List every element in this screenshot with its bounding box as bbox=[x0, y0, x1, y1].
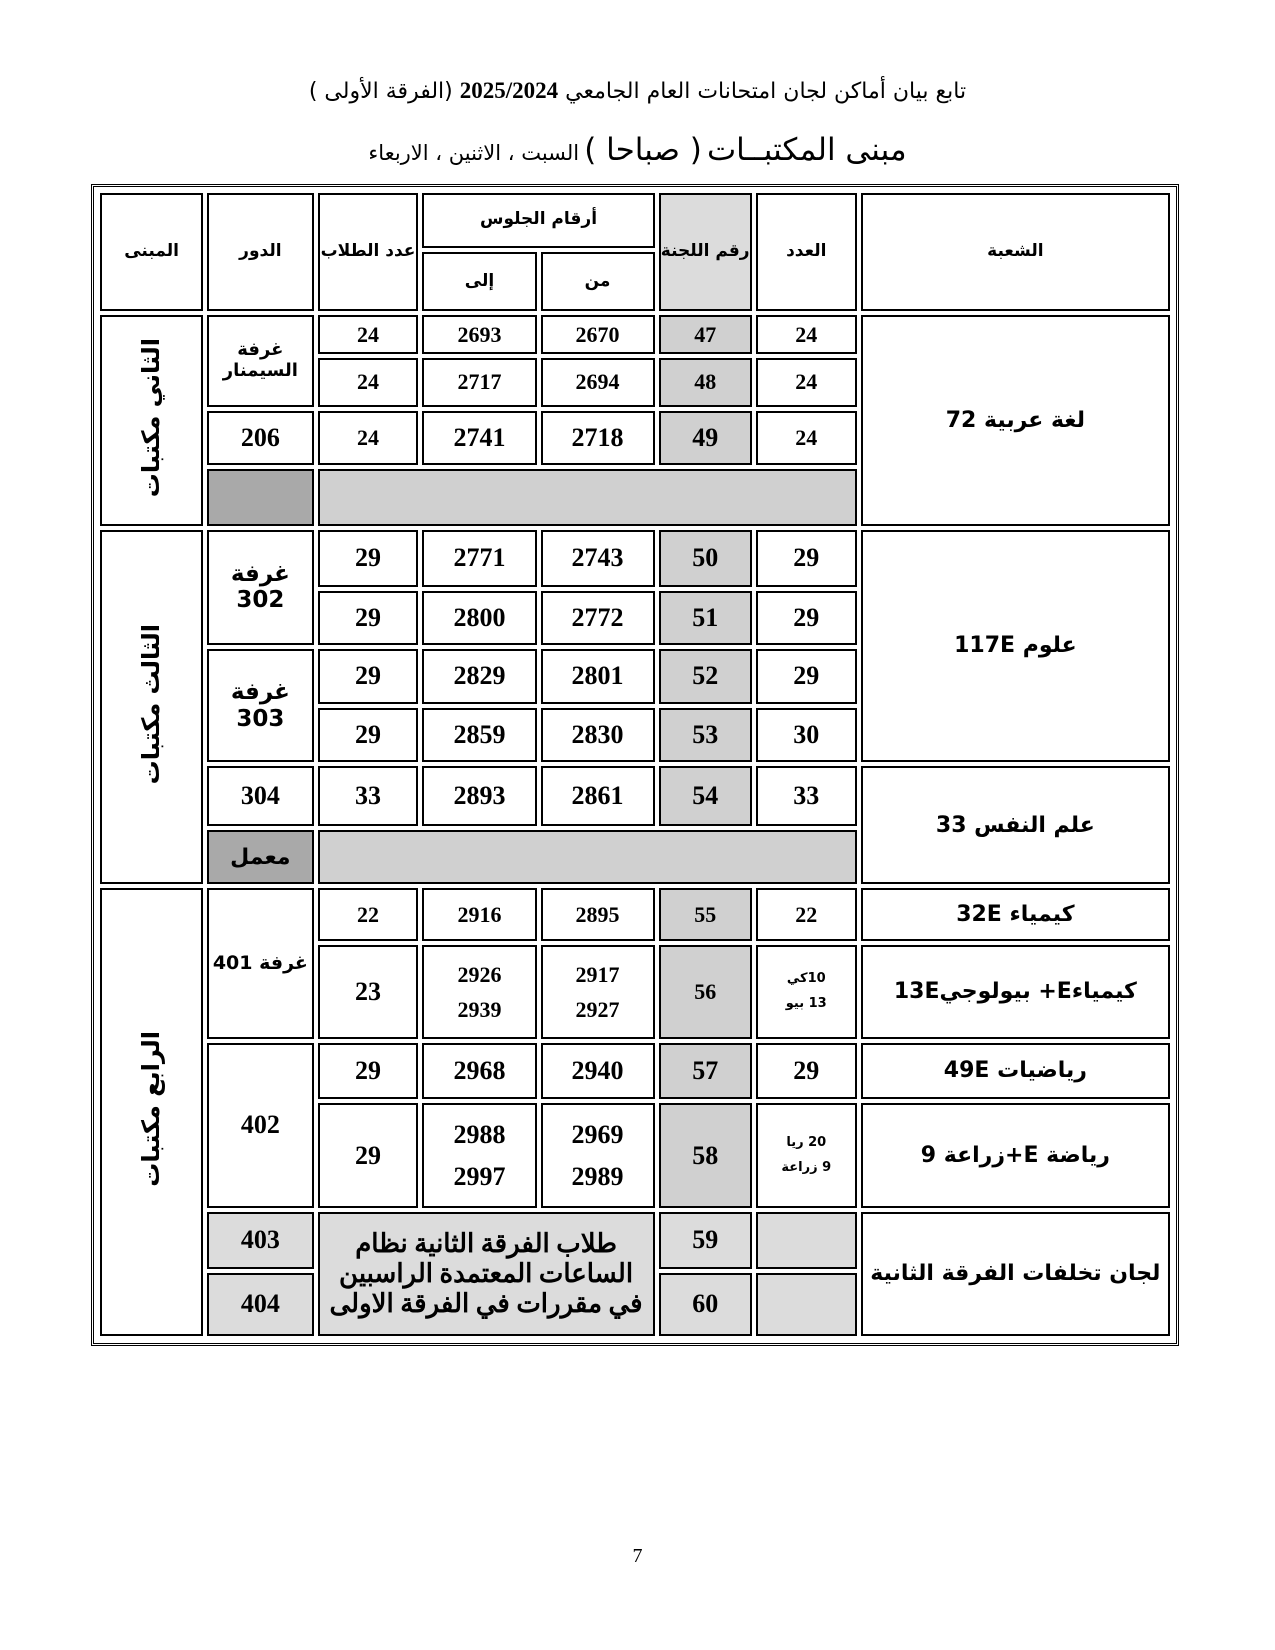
students-cell: 29 bbox=[318, 649, 419, 704]
division-math: رياضيات 49E bbox=[861, 1043, 1170, 1100]
table-row bbox=[100, 1212, 1170, 1269]
committee-cell: 59 bbox=[659, 1212, 752, 1269]
count-cell: 33 bbox=[756, 766, 857, 826]
seat-to-cell: 2893 bbox=[422, 766, 536, 826]
room-404: 404 bbox=[207, 1273, 313, 1336]
seat-from-cell: 2718 bbox=[541, 411, 655, 466]
empty-room-cell bbox=[207, 469, 313, 526]
seat-from-cell: 2969 2989 bbox=[541, 1103, 655, 1208]
students-cell: 29 bbox=[318, 708, 419, 763]
count-cell: 29 bbox=[756, 530, 857, 587]
students-cell: 24 bbox=[318, 411, 419, 466]
students-cell: 24 bbox=[318, 358, 419, 407]
count-cell: 22 bbox=[756, 888, 857, 940]
building-4-label: الرابع مكتبات bbox=[136, 1030, 165, 1187]
table-row bbox=[100, 530, 1170, 587]
committee-cell: 48 bbox=[659, 358, 752, 407]
building-name: مبنى المكتبــات bbox=[706, 132, 907, 168]
empty-gray-row bbox=[318, 469, 857, 526]
seat-to-cell: 2829 bbox=[422, 649, 536, 704]
seat-to-cell: 2800 bbox=[422, 591, 536, 646]
committees-table bbox=[96, 189, 1174, 1340]
students-cell: 29 bbox=[318, 530, 419, 587]
students-cell: 23 bbox=[318, 945, 419, 1039]
count-cell: 24 bbox=[756, 315, 857, 353]
committee-cell: 60 bbox=[659, 1273, 752, 1336]
document-subtitle bbox=[0, 132, 1275, 168]
exam-days: السبت ، الاثنين ، الاربعاء bbox=[368, 141, 580, 165]
room-401: غرفة 401 bbox=[207, 888, 313, 1038]
committee-cell: 53 bbox=[659, 708, 752, 763]
table-row bbox=[100, 888, 1170, 940]
count-cell: 29 bbox=[756, 591, 857, 646]
count-cell: 10كي 13 بيو bbox=[756, 945, 857, 1039]
room-lab: معمل bbox=[207, 830, 313, 885]
academic-year: 2025/2024 bbox=[459, 78, 559, 103]
seat-to-cell: 2916 bbox=[422, 888, 536, 940]
building-3-cell bbox=[100, 530, 203, 885]
students-cell: 29 bbox=[318, 1103, 419, 1208]
table-row bbox=[100, 1043, 1170, 1100]
empty-gray-row bbox=[318, 830, 857, 885]
building-4-cell bbox=[100, 888, 203, 1336]
students-cell: 29 bbox=[318, 591, 419, 646]
division-science: علوم 117E bbox=[861, 530, 1170, 762]
students-cell: 22 bbox=[318, 888, 419, 940]
room-304: 304 bbox=[207, 766, 313, 826]
seat-to-cell: 2693 bbox=[422, 315, 536, 353]
building-3-label: الثالث مكتبات bbox=[136, 623, 165, 784]
seat-from-cell: 2940 bbox=[541, 1043, 655, 1100]
seat-from-cell: 2801 bbox=[541, 649, 655, 704]
table-row bbox=[100, 315, 1170, 353]
header-seat-numbers: أرقام الجلوس bbox=[422, 193, 654, 248]
second-year-note: طلاب الفرقة الثانية نظام الساعات المعتمدة الراسبين في مقررات في الفرقة الاولى bbox=[318, 1212, 655, 1336]
header-committee-no: رقم اللجنة bbox=[659, 193, 752, 311]
room-302: غرفة 302 bbox=[207, 530, 313, 645]
committee-cell: 49 bbox=[659, 411, 752, 466]
building-2-label: الثاني مكتبات bbox=[136, 337, 165, 497]
header-students-count: عدد الطلاب bbox=[318, 193, 419, 311]
seat-to-cell: 2926 2939 bbox=[422, 945, 536, 1039]
count-cell-empty bbox=[756, 1212, 857, 1269]
room-206: 206 bbox=[207, 411, 313, 466]
count-cell: 24 bbox=[756, 358, 857, 407]
header-floor: الدور bbox=[207, 193, 313, 311]
count-cell: 29 bbox=[756, 649, 857, 704]
seat-to-cell: 2771 bbox=[422, 530, 536, 587]
seat-to-cell: 2717 bbox=[422, 358, 536, 407]
title-text: تابع بيان أماكن لجان امتحانات العام الجامعي bbox=[565, 79, 967, 104]
seat-from-cell: 2694 bbox=[541, 358, 655, 407]
room-303: غرفة 303 bbox=[207, 649, 313, 762]
count-cell: 30 bbox=[756, 708, 857, 763]
count-cell: 24 bbox=[756, 411, 857, 466]
year-group: (الفرقة الأولى ) bbox=[308, 79, 453, 104]
committee-cell: 57 bbox=[659, 1043, 752, 1100]
committee-cell: 47 bbox=[659, 315, 752, 353]
room-403: 403 bbox=[207, 1212, 313, 1269]
room-seminar: غرفة السيمنار bbox=[207, 315, 313, 406]
committee-cell: 56 bbox=[659, 945, 752, 1039]
seat-from-cell: 2861 bbox=[541, 766, 655, 826]
seat-to-cell: 2968 bbox=[422, 1043, 536, 1100]
seat-from-cell: 2830 bbox=[541, 708, 655, 763]
header-from: من bbox=[541, 252, 655, 312]
exam-period: ( صباحا ) bbox=[584, 132, 702, 168]
division-arabic: لغة عربية 72 bbox=[861, 315, 1170, 525]
committee-cell: 50 bbox=[659, 530, 752, 587]
division-chem-bio: كيمياءE+ بيولوجي13E bbox=[861, 945, 1170, 1039]
committee-cell: 54 bbox=[659, 766, 752, 826]
students-cell: 24 bbox=[318, 315, 419, 353]
table-row bbox=[100, 766, 1170, 826]
count-cell-empty bbox=[756, 1273, 857, 1336]
seat-from-cell: 2917 2927 bbox=[541, 945, 655, 1039]
seat-from-cell: 2772 bbox=[541, 591, 655, 646]
room-402: 402 bbox=[207, 1043, 313, 1208]
seat-to-cell: 2859 bbox=[422, 708, 536, 763]
committee-cell: 52 bbox=[659, 649, 752, 704]
document-title bbox=[0, 78, 1275, 104]
seat-from-cell: 2895 bbox=[541, 888, 655, 940]
committee-cell: 55 bbox=[659, 888, 752, 940]
header-count: العدد bbox=[756, 193, 857, 311]
seat-from-cell: 2743 bbox=[541, 530, 655, 587]
count-cell: 29 bbox=[756, 1043, 857, 1100]
header-building: المبنى bbox=[100, 193, 203, 311]
building-2-cell bbox=[100, 315, 203, 525]
seat-to-cell: 2988 2997 bbox=[422, 1103, 536, 1208]
students-cell: 33 bbox=[318, 766, 419, 826]
division-chemistry: كيمياء 32E bbox=[861, 888, 1170, 940]
division-psychology: علم النفس 33 bbox=[861, 766, 1170, 884]
committee-cell: 51 bbox=[659, 591, 752, 646]
students-cell: 29 bbox=[318, 1043, 419, 1100]
header-to: إلى bbox=[422, 252, 536, 312]
division-second-year: لجان تخلفات الفرقة الثانية bbox=[861, 1212, 1170, 1336]
division-math-agri: رياضة E+زراعة 9 bbox=[861, 1103, 1170, 1208]
seat-to-cell: 2741 bbox=[422, 411, 536, 466]
seat-from-cell: 2670 bbox=[541, 315, 655, 353]
count-cell: 20 ريا 9 زراعة bbox=[756, 1103, 857, 1208]
committee-cell: 58 bbox=[659, 1103, 752, 1208]
page-number: 7 bbox=[632, 1545, 643, 1567]
header-division: الشعبة bbox=[861, 193, 1170, 311]
